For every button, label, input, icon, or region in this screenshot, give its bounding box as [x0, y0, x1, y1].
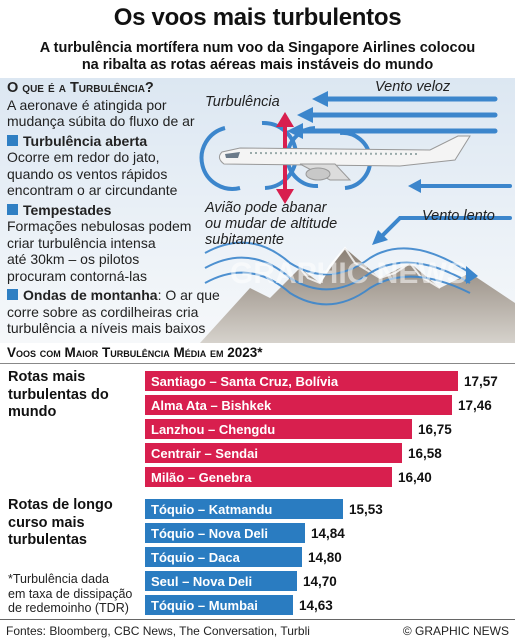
- footer-divider: [0, 619, 515, 620]
- square-bullet-icon: [7, 204, 18, 215]
- section-line: turbulência a níveis mais baixos: [7, 320, 206, 336]
- bar-value-label: 16,75: [418, 422, 452, 437]
- section-line: até 30km – os pilotos: [7, 251, 140, 267]
- section-line: corre sobre as cordilheiras cria: [7, 303, 199, 320]
- watermark: GRAPHIC NEWS: [230, 257, 467, 290]
- bar-category-label: Alma Ata – Bishkek: [151, 398, 272, 413]
- section-line: encontram o ar circundante: [7, 182, 178, 198]
- explainer-text: [7, 80, 232, 337]
- bar-value-label: 17,46: [458, 398, 492, 413]
- bar-category-label: Tóquio – Mumbai: [151, 598, 258, 613]
- airplane-icon: [219, 136, 470, 180]
- turbulence-label: Turbulência: [205, 94, 280, 110]
- group-label-long-haul: Rotas de longo curso mais turbulentas: [8, 497, 113, 548]
- credit: © GRAPHIC NEWS: [402, 624, 509, 638]
- page-title: Os voos mais turbulentos: [113, 4, 402, 31]
- bar-value-label: 16,58: [408, 446, 442, 461]
- fast-wind-arrows: [300, 99, 495, 131]
- section-line: quando os ventos rápidos: [7, 165, 168, 182]
- bar-value-label: 14,70: [303, 574, 337, 589]
- chart-footnote: *Turbulência dada em taxa de dissipação de redemoinho (TDR): [8, 572, 133, 615]
- subtitle-line: na ribalta as rotas aéreas mais instáveis do mundo: [81, 57, 434, 73]
- bar-category-label: Seul – Nova Deli: [151, 574, 253, 589]
- section-mountain-waves: Ondas de montanha: O ar que: [7, 287, 232, 304]
- square-bullet-icon: [7, 135, 18, 146]
- section-line: Ocorre em redor do jato,: [7, 149, 160, 165]
- section-line: criar turbulência intensa: [7, 234, 156, 251]
- bar-value-label: 14,84: [311, 526, 345, 541]
- group-label-world: Rotas mais turbulentas do mundo: [8, 369, 109, 420]
- bar-category-label: Santiago – Santa Cruz, Bolívia: [151, 374, 339, 389]
- bar-category-label: Milão – Genebra: [151, 470, 252, 485]
- section-line: procuram contorná-las: [7, 267, 148, 284]
- explainer-intro-line: mudança súbita do fluxo de ar: [7, 113, 195, 129]
- explainer-heading: O que é a Turbulência?: [7, 80, 154, 96]
- section-storms: Tempestades: [7, 202, 232, 219]
- plane-note: Avião pode abanar ou mudar de altitude subitamente: [205, 200, 338, 248]
- section-open-air-turbulence: Turbulência aberta: [7, 133, 232, 150]
- explainer-intro-line: A aeronave é atingida por: [7, 96, 167, 113]
- fast-wind-label: Vento veloz: [375, 79, 451, 95]
- bar-category-label: Tóquio – Katmandu: [151, 502, 273, 517]
- subtitle-line: A turbulência mortífera num voo da Singapore Airlines colocou: [39, 40, 476, 56]
- bar-value-label: 14,80: [308, 550, 342, 565]
- bar-category-label: Lanzhou – Chengdu: [151, 422, 276, 437]
- bar-value-label: 16,40: [398, 470, 432, 485]
- bar-category-label: Centrair – Sendai: [151, 446, 258, 461]
- slow-wind-label: Vento lento: [422, 208, 495, 224]
- sources: Fontes: Bloomberg, CBC News, The Conversation, Turbli: [6, 624, 310, 638]
- square-bullet-icon: [7, 289, 18, 300]
- bar-value-label: 15,53: [349, 502, 383, 517]
- section-line: Formações nebulosas podem: [7, 218, 192, 234]
- chart-title: Voos com Maior Turbulência Média em 2023*: [7, 345, 263, 360]
- bar-value-label: 17,57: [464, 374, 498, 389]
- subtitle: [0, 40, 515, 74]
- bar-category-label: Tóquio – Nova Deli: [151, 526, 269, 541]
- explainer-panel: [0, 78, 515, 343]
- bar-category-label: Tóquio – Daca: [151, 550, 240, 565]
- bar-value-label: 14,63: [299, 598, 333, 613]
